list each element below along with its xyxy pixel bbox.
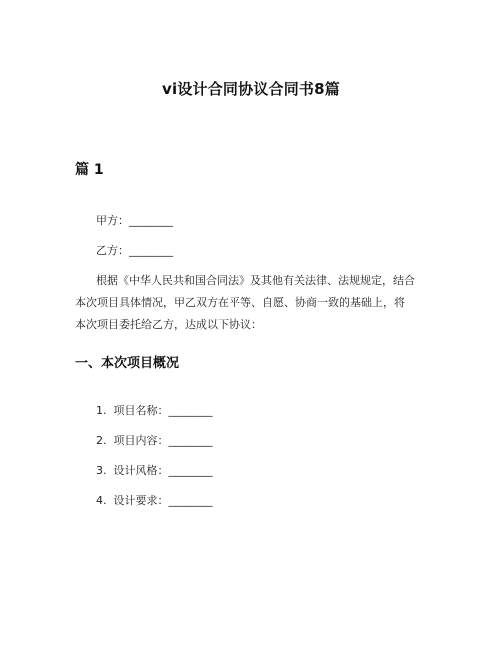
list-item (96, 432, 213, 448)
section-heading: 一、本次项目概况 (75, 356, 180, 371)
list-item-number: 3. (96, 464, 107, 477)
list-item-number: 4. (96, 494, 107, 507)
list-item-text: 项目内容：________ (113, 434, 213, 447)
part-heading: 篇 1 (75, 162, 104, 178)
list-item (96, 462, 213, 478)
list-item-number: 1. (96, 404, 107, 417)
list-item (96, 492, 213, 508)
list-item-text: 设计风格：________ (113, 464, 213, 477)
party-b-line: 乙方：________ (96, 244, 173, 257)
list-item (96, 402, 213, 418)
party-a-line: 甲方：________ (96, 214, 173, 227)
intro-line: 本次项目具体情况，甲乙双方在平等、自愿、协商一致的基础上，将 (75, 296, 405, 309)
intro-line: 本次项目委托给乙方，达成以下协议： (75, 318, 262, 331)
intro-line: 根据《中华人民共和国合同法》及其他有关法律、法规规定，结合 (96, 274, 415, 287)
list-item-text: 设计要求：________ (113, 494, 213, 507)
document-title: vi设计合同协议合同书8篇 (162, 80, 340, 98)
list-item-text: 项目名称：________ (113, 404, 213, 417)
list-item-number: 2. (96, 434, 107, 447)
